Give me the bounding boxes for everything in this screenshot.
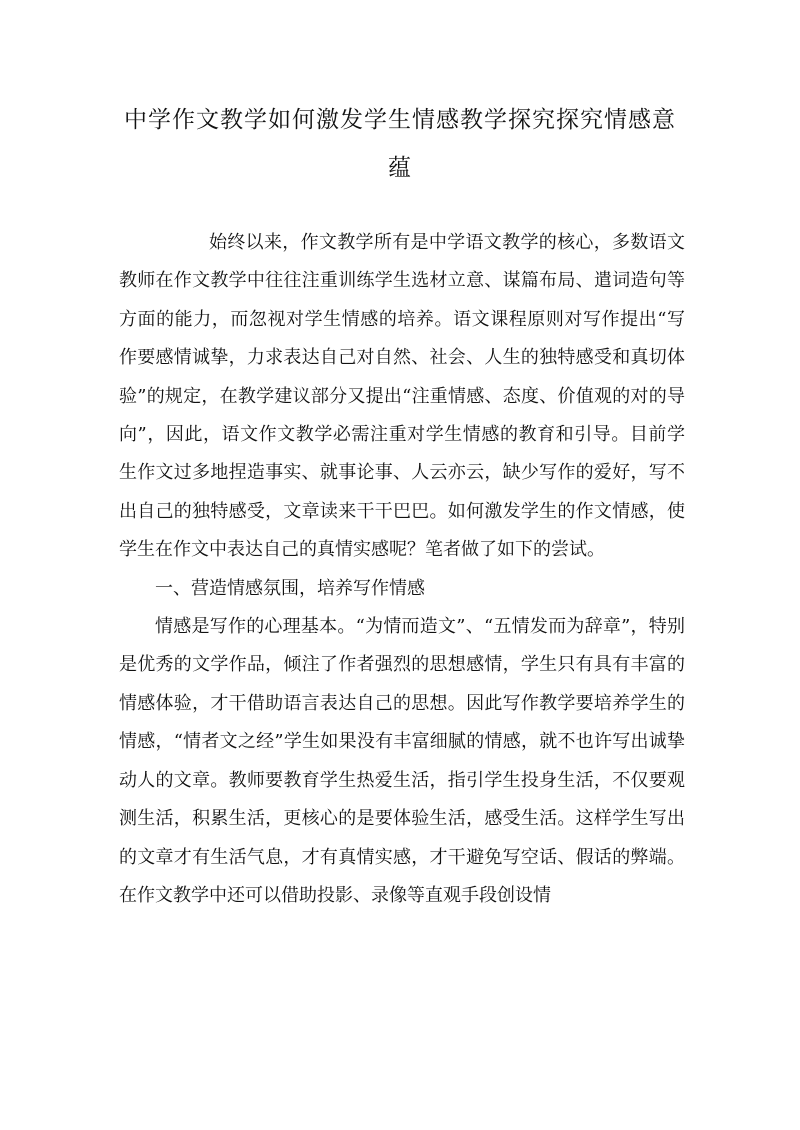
section-heading-1: 一、营造情感氛围，培养写作情感 (155, 577, 425, 599)
paragraph-section-1: 情感是写作的心理基本。“为情而造文”、“五情发而为辞章”，特别是优秀的文学作品，倾注了作者强烈的思想感情，学生只有具有丰富的情感体验，才干借助语言表达自己的思想。因此写作教学要培养学生的情感，“情者文之经”学生如果没有丰富细腻的情感，就不也许写出诚挚动人的文章。教师要教育学生热爱生活，指引学生投身生活，不仅要观测生活，积累生活，更核心的是要体验生活，感受生活。这样学生写出的文章才有生活气息，才有真情实感，才干避免写空话、假话的弊端。在作文教学中还可以借助投影、录像等直观手段创设情 (119, 616, 685, 906)
paragraph-intro: 始终以来，作文教学所有是中学语文教学的核心，多数语文教师在作文教学中往往注重训练学生选材立意、谋篇布局、遣词造句等方面的能力，而忽视对学生情感的培养。语文课程原则对写作提出“写作要感情诚挚，力求表达自己对自然、社会、人生的独特感受和真切体验”的规定，在教学建议部分又提出“注重情感、态度、价值观的对的导向”，因此，语文作文教学必需注重对学生情感的教育和引导。目前学生作文过多地捏造事实、就事论事、人云亦云，缺少写作的爱好，写不出自己的独特感受，文章读来干干巴巴。如何激发学生的作文情感，使学生在作文中表达自己的真情实感呢？笔者做了如下的尝试。 (119, 232, 685, 561)
document-title: 中学作文教学如何激发学生情感教学探究探究情感意蕴 (124, 107, 676, 181)
document-body (119, 224, 685, 915)
